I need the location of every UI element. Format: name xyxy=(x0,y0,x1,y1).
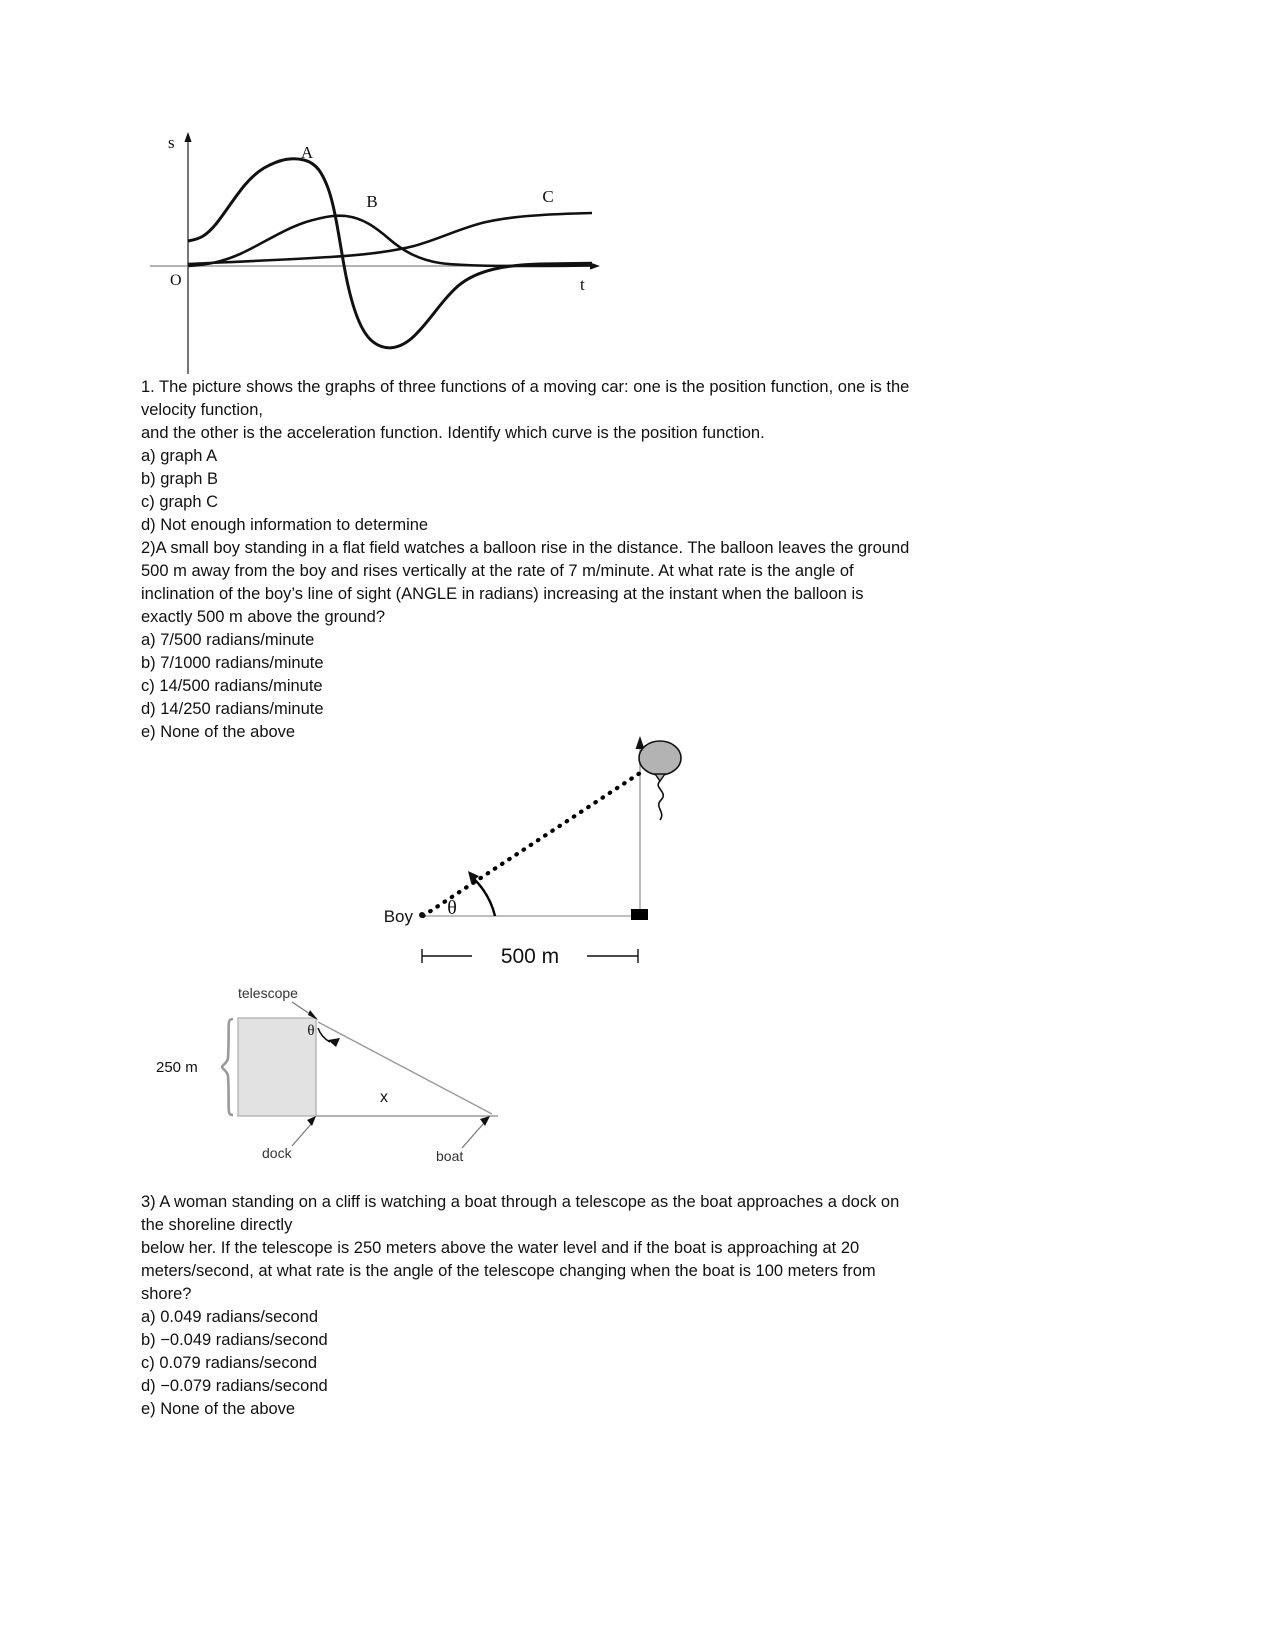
q3-line-5: shore? xyxy=(141,1285,192,1303)
origin-label: O xyxy=(170,272,182,289)
height-brace xyxy=(222,1019,233,1115)
q1-line-2: velocity function, xyxy=(141,401,263,419)
q2-line-3: inclination of the boy’s line of sight (ANGLE in radians) increasing at the instant when the balloon is xyxy=(141,585,864,603)
ground-marker xyxy=(631,909,648,920)
x-axis-label: t xyxy=(580,275,585,294)
q3-line-2: the shoreline directly xyxy=(141,1216,293,1234)
figure-balloon-diagram xyxy=(355,728,715,978)
angle-arc xyxy=(473,878,495,916)
dimension-500m xyxy=(422,945,638,968)
y-axis-label: s xyxy=(168,133,175,152)
boat-label: boat xyxy=(436,1148,464,1164)
boat-leader-arrow xyxy=(480,1116,490,1126)
q2-line-4: exactly 500 m above the ground? xyxy=(141,608,385,626)
q3-line-3: below her. If the telescope is 250 meters above the water level and if the boat is approaching at 20 xyxy=(141,1239,860,1257)
questions-block-two xyxy=(141,1191,1071,1421)
cliff-block xyxy=(238,1018,316,1116)
balloon-icon xyxy=(639,741,681,820)
dock-label: dock xyxy=(262,1145,292,1161)
boat-leader xyxy=(462,1123,484,1148)
q1-option-a: a) graph A xyxy=(141,447,218,465)
boy-label: Boy xyxy=(383,907,413,926)
q1-line-1: 1. The picture shows the graphs of three functions of a moving car: one is the position function, one is the xyxy=(141,378,910,396)
y-axis-arrow xyxy=(184,132,191,142)
telescope-label: telescope xyxy=(238,985,298,1001)
q2-option-b: b) 7/1000 radians/minute xyxy=(141,654,324,672)
dock-leader xyxy=(292,1123,312,1146)
q1-option-c: c) graph C xyxy=(141,493,219,511)
questions-block-one xyxy=(141,376,1071,744)
q3-option-c: c) 0.079 radians/second xyxy=(141,1354,318,1372)
curve-b xyxy=(188,216,592,266)
q3-option-a: a) 0.049 radians/second xyxy=(141,1308,319,1326)
q1-option-d: d) Not enough information to determine xyxy=(141,516,429,534)
q1-option-b: b) graph B xyxy=(141,470,219,488)
curve-label-c: C xyxy=(542,187,554,206)
telescope-angle-label: θ xyxy=(307,1023,315,1039)
q1-line-3: and the other is the acceleration function. Identify which curve is the position function. xyxy=(141,424,765,442)
curve-label-b: B xyxy=(366,192,378,211)
q3-option-b: b) −0.049 radians/second xyxy=(141,1331,328,1349)
telescope-angle-arrow xyxy=(328,1038,340,1047)
curve-label-a: A xyxy=(300,143,314,162)
q2-option-a: a) 7/500 radians/minute xyxy=(141,631,315,649)
curve-a xyxy=(188,159,592,348)
q3-line-1: 3) A woman standing on a cliff is watching a boat through a telescope as the boat approaches a dock on xyxy=(141,1193,900,1211)
q3-option-e: e) None of the above xyxy=(141,1400,296,1418)
line-of-sight xyxy=(423,773,640,916)
q3-line-4: meters/second, at what rate is the angle of the telescope changing when the boat is 100 meters from xyxy=(141,1262,876,1280)
q2-line-2: 500 m away from the boy and rises vertically at the rate of 7 m/minute. At what rate is the angle of xyxy=(141,562,854,580)
telescope-angle-arc xyxy=(318,1028,330,1042)
figure-three-function-graph xyxy=(140,126,620,376)
distance-label-x: x xyxy=(380,1089,388,1106)
q3-option-d: d) −0.079 radians/second xyxy=(141,1377,328,1395)
q2-option-d: d) 14/250 radians/minute xyxy=(141,700,324,718)
height-label-250m: 250 m xyxy=(156,1059,198,1076)
dock-leader-arrow xyxy=(307,1116,316,1126)
angle-label-theta: θ xyxy=(447,897,457,919)
figure-telescope-diagram xyxy=(140,980,540,1165)
telescope-sight-line xyxy=(318,1022,492,1114)
q2-line-1: 2)A small boy standing in a flat field watches a balloon rise in the distance. The balloon leaves the ground xyxy=(141,539,910,557)
q2-option-e: e) None of the above xyxy=(141,723,296,741)
boy-point xyxy=(419,912,425,918)
distance-label-500m: 500 m xyxy=(500,945,560,968)
q2-option-c: c) 14/500 radians/minute xyxy=(141,677,323,695)
